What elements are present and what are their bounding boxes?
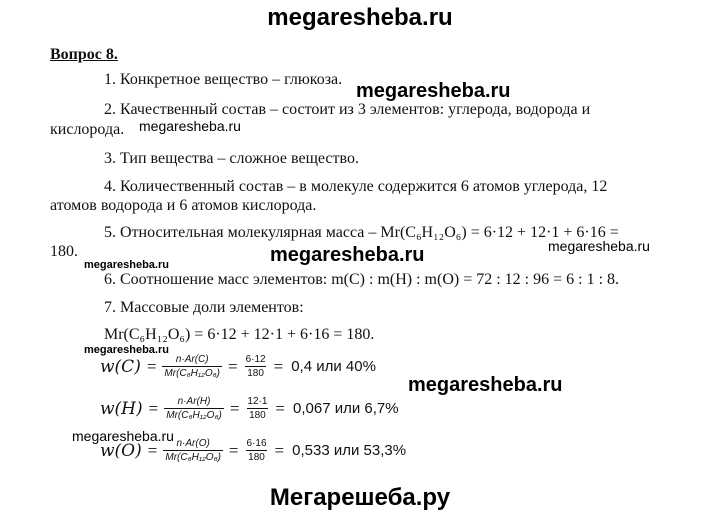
formula-w-o	[100, 438, 406, 463]
fraction-numeric	[245, 438, 269, 463]
fraction-denominator: 180	[247, 368, 264, 379]
equals-sign: =	[273, 356, 284, 376]
item-2-line-1: 2. Качественный состав – состоит из 3 элементов: углерода, водорода и	[104, 101, 591, 118]
fraction-general	[164, 396, 224, 421]
item-4-line-1: 4. Количественный состав – в молекуле содержится 6 атомов углерода, 12	[104, 178, 608, 195]
formula-result: 0,4 или 40%	[291, 358, 376, 375]
fraction-denominator: Mr(C₆H₁₂O₆)	[166, 410, 222, 421]
equals-sign: =	[275, 398, 286, 418]
watermark-inline: megaresheba.ru	[548, 238, 650, 254]
formula-result: 0,067 или 6,7%	[293, 400, 399, 417]
watermark-inline: megaresheba.ru	[270, 244, 425, 266]
formula-result: 0,533 или 53,3%	[292, 442, 407, 459]
item-7: 7. Массовые доли элементов:	[104, 299, 304, 316]
question-heading: Вопрос 8.	[50, 46, 118, 63]
fraction-general	[163, 438, 223, 463]
formula-w-c	[100, 354, 376, 379]
molar-mass-line: Mr(C₆H₁₂O₆) = 6·12 + 12·1 + 6·16 = 180.	[104, 326, 375, 343]
fraction-denominator: Mr(C₆H₁₂O₆)	[165, 452, 221, 463]
formula-lhs: w(O)	[100, 440, 142, 461]
fraction-numerator: 6·16	[246, 438, 267, 449]
item-6: 6. Соотношение масс элементов: m(C) : m(H) : m(O) = 72 : 12 : 96 = 6 : 1 : 8.	[104, 271, 620, 288]
fraction-numerator: 6·12	[245, 354, 266, 365]
fraction-numerator: 12·1	[247, 396, 268, 407]
fraction-denominator: 180	[249, 410, 266, 421]
fraction-denominator: 180	[248, 452, 265, 463]
equals-sign: =	[147, 440, 158, 460]
watermark-inline: megaresheba.ru	[356, 80, 511, 102]
formula-lhs: w(H)	[100, 398, 143, 419]
fraction-denominator: Mr(C₆H₁₂O₆)	[164, 368, 220, 379]
equals-sign: =	[228, 440, 239, 460]
formula-w-h	[100, 396, 399, 421]
watermark-inline: megaresheba.ru	[408, 374, 563, 396]
fraction-numeric	[245, 396, 269, 421]
watermark-inline: megaresheba.ru	[72, 428, 174, 444]
equals-sign: =	[146, 356, 157, 376]
item-1: 1. Конкретное вещество – глюкоза.	[104, 71, 343, 88]
equals-sign: =	[148, 398, 159, 418]
watermark-inline: megaresheba.ru	[84, 344, 169, 356]
watermark-bottom: Мегарешеба.ру	[269, 484, 451, 511]
item-4-line-2: атомов водорода и 6 атомов кислорода.	[50, 197, 317, 214]
equals-sign: =	[229, 398, 240, 418]
equals-sign: =	[227, 356, 238, 376]
item-2-line-2: кислорода.	[50, 121, 125, 138]
fraction-general	[162, 354, 222, 379]
fraction-numerator: n·Ar(O)	[176, 438, 210, 449]
formula-lhs: w(C)	[100, 356, 141, 377]
item-5-line-1: 5. Относительная молекулярная масса – Mr(C₆H₁₂O₆) = 6·12 + 12·1 + 6·16 =	[104, 224, 619, 241]
watermark-inline: megaresheba.ru	[84, 259, 169, 271]
watermark-top: megaresheba.ru	[267, 4, 453, 31]
watermark-inline: megaresheba.ru	[139, 118, 241, 134]
fraction-numeric	[244, 354, 268, 379]
fraction-numerator: n·Ar(H)	[177, 396, 211, 407]
item-3: 3. Тип вещества – сложное вещество.	[104, 150, 359, 167]
fraction-numerator: n·Ar(C)	[175, 354, 209, 365]
item-5-line-2: 180.	[50, 243, 78, 260]
equals-sign: =	[274, 440, 285, 460]
